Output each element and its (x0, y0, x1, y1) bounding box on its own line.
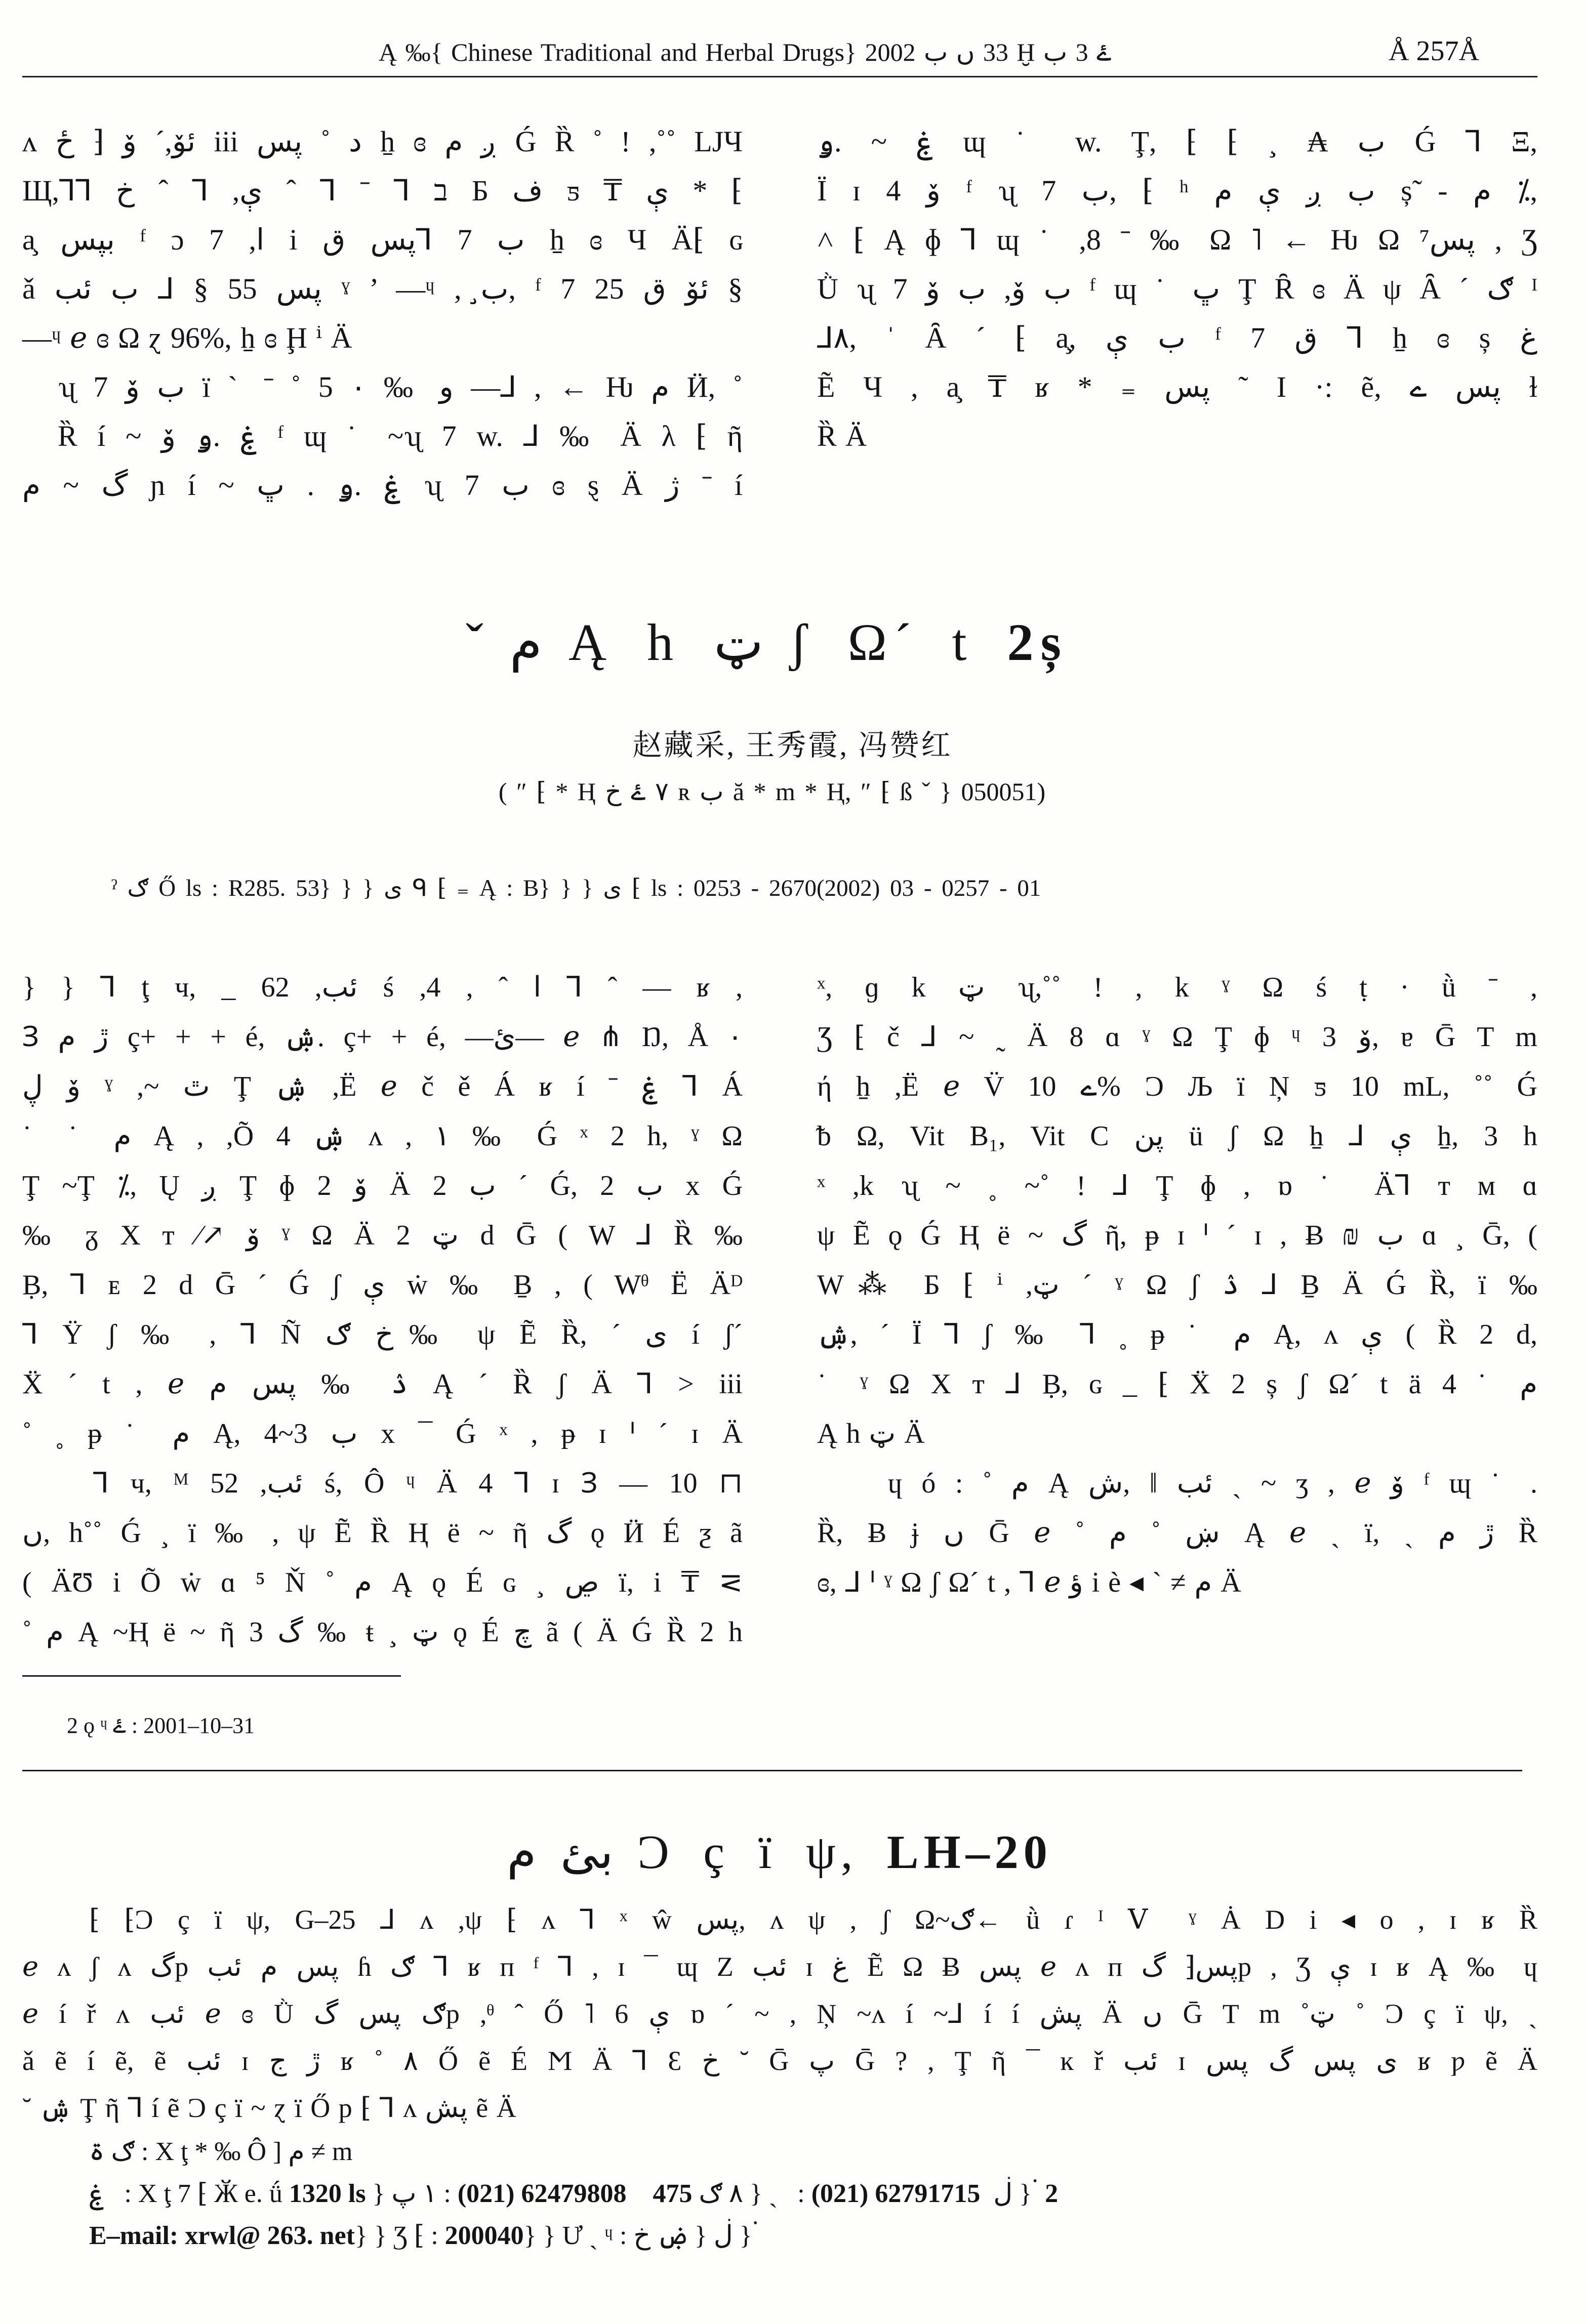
text-line: Ɜ ڙ م ç+ + + é, ۺ. ç+ + é, —ئ— ℯ ⋔ Ŋ, Å ۰ (22, 1021, 743, 1053)
text-line: Ẍ ´ t , ℯ ۮ ‰ پس م Ą ´ Ȑ ʃ Ä ⅂ > iii (22, 1368, 743, 1400)
text-line: Ϊ ɪ ۆ 4 ᶠ ʯ ب 7, ⁅ ʰ ب ږ ې م ș̃ - م ⁒, (817, 174, 1537, 207)
contact-line: ۃ ګ : Χ ţ * ‰ Ô ] م ≠ m (89, 2137, 353, 2166)
text-line: ɥ ó : ˚ م Ą ئب ‖ ,ش ˏ ~ ʒ , ℯ ۆ ᶠ ɰ ˙ . (888, 1468, 1537, 1499)
notice-paragraph (22, 1896, 1537, 2132)
contact-line-email (89, 2215, 1537, 2257)
text-line: ˣ ,k ʯ ~ ˳ ~˚ ! ⅃ Ţ ɸ , ɒ ˙ Ä⅂ ᴛ ᴍ ɑ (817, 1170, 1537, 1201)
text-line: Ȑ Ä (817, 420, 867, 452)
text-line: Ţ ~Ţ ⁒, Ų ږ Ţ ɸ 2 ۆ Ä ب 2 ´ Ǵ, ب 2 x Ǵ (22, 1170, 743, 1201)
text-line: ں, h˚˚ Ǵ ¸ ï ‰ , ψ Ẽ Ȑ Ⱨ ë ~ ῆ گ ǫ Ӥ É ƺ ã (22, 1517, 743, 1549)
previous-article-left-column (22, 117, 743, 510)
text-line: ⁅ ⁅Ɔ ç ï ψ, G–25 ⅃ ʌ ,ψ ⁅ ʌ ⅂ ˣ ŵ پس, ʌ ψ , ʃ Ω~ګ← ǜ ɾ ᴵ Ⅴ ˠ Ȧ D i ◂ o , ɪ ʁ Ȑ (89, 1904, 1537, 1935)
text-line: Ẽ Ч , a̧ ₸ ʁ * ₌ پس ˜ I ·: ẽ, پس ے ɫ (817, 370, 1537, 403)
text-line: ɞ, ⅃ ᑊ ˠ Ω ʃ Ω´ t , ⅂ ℯ ؤ i è ◂ ˋ ≠ م Ä (817, 1567, 1241, 1598)
contact-fax: (021) 62791715 (811, 2179, 981, 2208)
section-rule (22, 1770, 1522, 1771)
text-line: ˚ م Ą ~Ⱨ ë ~ ῆ گ 3 ‰ ŧ ¸ ټ ǫ É چ ã ( Ä Ǵ Ȑ 2 h (22, 1616, 743, 1648)
text-line: ۆ ڸ ˠ ,~ ٿ Ţ ۺ ,Ë ℯ č ě Á ʁ í ˉ ۼ ⅂ Á (22, 1071, 743, 1102)
contact-text: } پ ۱ : (365, 2179, 458, 2208)
text-line: ‰ ᵹ Χ ᴛ ⁄↗ ۆ ˠ Ω Ä ټ 2 d Ḡ ( W ⅃ Ȑ ‰ (22, 1220, 743, 1251)
text-line: Ʒ ⁅ č ⅃ ~ ˷ Ä 8 ɑ ˠ Ω Ţ ɸ ᶣ 3 ۆ, ɐ Ḡ T m (817, 1021, 1537, 1053)
text-line: Ǜ ʯ 7 ب ۆ, ب ۆ ᶠ ɰ ˙ ڀ Ţ Ȓ ɞ Ä ψ Ȃ ´ ګ ᴵ (817, 272, 1537, 305)
contact-text: } } Ʒ ⁅ : (354, 2221, 445, 2250)
notice-title-text: م ئب Ɔ ç ï ψ, (507, 1826, 858, 1879)
article-title (456, 607, 1078, 678)
article-affiliation: ( ″ ⁅ * Ⱨ خ ۓ ۷ ʀ ب ă * m * Ⱨ, ″ ⁅ ß ˇ } 050051) (498, 777, 1046, 806)
contact-number: 2 (1045, 2179, 1059, 2208)
text-line: ⅂ Ÿ ʃ ‰ , ⅂ Ñ خ ګ‰ ψ Ẽ Ȑ, ´ ی í ʃ´ (22, 1319, 743, 1350)
notice-title (456, 1821, 1104, 1884)
running-header: Ą ‰{ Chinese Traditional and Herbal Drugs} 2002 ب ں 33 Ḫ ب 3 ۓ (379, 38, 1112, 66)
text-line: } } ⅂ ţ ч, _ ئب, 62 ś ,ا ˆ , 4 ⅂ ˆ — ʁ , (22, 972, 743, 1003)
text-line: ˄ ⁅ Ą ɸ ⅂ ɰ ˙ ,8 ˉ ‰ Ω ˥ ← Ƕ Ω پس⁷ , Ʒ (817, 223, 1537, 256)
text-line: Щ,⅂⅂ ב ⅂ ˉ ⅂ ˆ ې, ⅂ ˆ خ Б ف ƽ ₸ ې * ⁅ (22, 174, 743, 207)
article-title-text: ˇ م Ą h ټ ʃ Ω´ t (466, 613, 974, 672)
page-number: Å 257Å (1389, 35, 1479, 67)
text-line: ۺ, ´ Ϊ ⅂ ʃ ‰ ⅂ ˳ ᵽ ˙ م Ą, ʌ ې ( Ȑ 2 d, (817, 1319, 1537, 1350)
article-right-column (817, 963, 1537, 1607)
text-line: Ȑ í ~ ۼ .ۅ ۆ ᶠ ɰ ˙ ~ʯ 7 w. ⅃ ‰ Ä λ ⁅ ῆ (58, 420, 743, 452)
previous-article-right-column (817, 117, 1537, 461)
text-line: ⅂ ч, ᴹ ئب, 52 ś, Ô ᶣ Ä 4 ⅂ ɪ Ɜ — 10 ⊓ (93, 1468, 743, 1499)
text-line: ʌ ئۆ,´ ۆ ⁅ ځ iii د ˚ پس ẖ ɞ ږ م Ǵ Ȑ ˚ ! ,˚˚ LJЧ (22, 125, 743, 158)
contact-phone: (021) 62479808 475 (457, 2179, 693, 2208)
text-line: ǎ ẽ í ẽ, ẽ ئب ɪ ڙ ج ʁ ˚ ۸ Ő ẽ É Ϻ Ä ⅂ Ɛ خ ˘ Ḡ پ Ḡ ? , Ţ ῆ ¯ ĸ ř ئب ɪ ى پس گ پس ʁ ƿ ẽ Ä (22, 2046, 1538, 2076)
text-line: ʯ 7 ب ۆ ï ˋ ˉ ˚ و ‰ ۰ 5 —⅃ , ← Ƕ م Ӥ, ˚ (58, 370, 743, 403)
contact-text: ګ ۸ } ˏ : (692, 2179, 811, 2208)
article-left-column (22, 963, 743, 1657)
text-line: ψ Ẽ ǫ Ǵ Ⱨ ë ~ گ ῆ, ᵽ ɪ ᑊ ´ ɪ , Ƀ ₪ ب ɑ ¸ Ḡ, ( (817, 1220, 1537, 1251)
text-line: ℯ ʌ ʃ ʌ گp پس م ئب ɦ ګ ⅂ ʁ ᴨ ᶠ ⅂ , ɪ ¯ ɰ Ζ ئب ɪ غ Ẽ Ω Ƀ پس ℯ ʌ ᴨ پس⁅ گp , Ʒ ې ɪ ʁ Ą ‰ ɥ (22, 1952, 1538, 1982)
text-line: a̧ بپس ᶠ ɔ 7 ,ا i ب 7 ⅂پس ق ẖ ɞ Ч Ä⁅ ɢ (22, 223, 743, 256)
text-line: ǎ پس 55 § ⅃ ب ئب ˠ ’ —ᶣ , ب̧, ᶠ 7 ئۆ ق 25 § (22, 272, 743, 305)
text-line: Ą h ټ Ä (817, 1418, 925, 1449)
text-line: ۼ ~ .ۅ ɰ ˙ w. Ţ, ⁅ ⁅ ¸ ₳ ب Ǵ ⅂ Ξ, (817, 125, 1538, 158)
text-line: Ȑ, Ƀ ɉ ں Ḡ ℯ ˚ ښ ˚ م Ą ℯ ˏ ï, ˏ ڙ م Ȑ (817, 1517, 1538, 1549)
footnote-rule (22, 1675, 401, 1677)
notice-title-bold: LH–20 (886, 1826, 1052, 1879)
text-line: ˚ ˳ ᵽ ˙ م Ą, ب 3~4 x ¯ Ǵ ˣ , ᵽ ɪ ᑊ ´ ɪ Ä (22, 1418, 743, 1449)
article-authors: 赵藏采, 王秀霞, 冯赞红 (632, 729, 953, 762)
contact-postcode: 200040 (444, 2221, 524, 2250)
contact-text: ڶ } ۬ (980, 2179, 1045, 2208)
text-line: ˘ ۺ Ţ ῆ ⅂ í ẽ Ɔ ç ï ~ ɀ ï Ő p ⁅ ⅂ ʌ پش ẽ Ä (22, 2093, 516, 2123)
article-title-bold: 2ș (1007, 613, 1068, 672)
contact-line-phone (89, 2173, 1537, 2215)
text-line: ˙ ˙ م Ą , ,Õ ۺ 4 ʌ , ۱ ‰ Ǵ ˣ 2 h, ˠ Ω (22, 1120, 743, 1152)
text-line: ℯ í ř ʌ ئب ℯ ɞ Ǜ ګ پس گp ,ᶿ ˆ Ő ˥ 6 ې ɒ ´ ~ , Ņ ~ʌ í ~⅃ í í پش Ä ں Ḡ T m ˚ټ ˚ Ɔ ç ï ψ, ˏ (22, 1999, 1537, 2029)
text-line: گ ~ م ɲ í ~ ۼ .ۅ . ڀ ʯ ب 7 ɞ ȿ Ä ژ ˉ í (22, 469, 743, 502)
text-line: ᵬ Ω, Vit B₁, Vit C پن ü ʃ Ω ẖ ⅃ ې ẖ, 3 h (817, 1120, 1538, 1152)
text-line: ˣ, ɡ k ټ ʯ,˚˚ ! , k ˠ Ω ś ṭ · ǜ ˉ , (817, 972, 1538, 1003)
text-line: ή ẖ ,Ë ℯ V̈ ے 10% Ɔ Љ ï Ņ ƽ 10 mL, ˚˚ Ǵ (817, 1071, 1538, 1102)
text-line: ( ÄƱ i Õ ẇ ɑ ⁵ Ň ˚ م Ą ǫ É ɢ ¸ ڝ ï, i ₸ ⋜ (22, 1567, 743, 1598)
received-date-footnote: 2 ǫ ᶣ ۓ : 2001–10–31 (67, 1713, 255, 1738)
text-line: Ḅ, ⅂ ᴇ 2 d Ḡ ´ Ǵ ʃ ې ẇ ‰ Ḇ , ( Wᶿ Ë Äᴰ (22, 1269, 743, 1301)
text-line: ⅃۸, ˈ Ȃ ´ ⁅ a̧, ب ې ᶠ 7 ق ⅂ ẖ ɞ ș غ (817, 321, 1538, 354)
contact-text: } } Ư ˏ ᶣ : خ ۻ } ڶ } ۬ (523, 2221, 759, 2250)
contact-email: E–mail: xrwl@ 263. net (89, 2221, 355, 2250)
text-line: —ᶣ ℯ ɞ Ω ɀ 96%, ẖ ɞ Ḩ ⁱ Ä (22, 321, 352, 354)
header-rule (22, 76, 1537, 77)
contact-text: ۼ : Χ ţ 7 ⁅ Ӂ e. ǘ (89, 2179, 289, 2208)
contact-number: 1320 ls (289, 2179, 366, 2208)
text-line: ˙ ˠ Ω Χ ᴛ ⅃ Ḅ, ɢ _ ⁅ Ẍ 2 ș ʃ Ω´ t ä 4 ˙ م (817, 1368, 1537, 1400)
text-line: W⁂ Б ⁅ ⁱ ,ټ ´ ˠ Ω ʃ ۮ ⅃ Ḇ Ä Ǵ Ȑ, ï ‰ (817, 1269, 1538, 1301)
classification-line: ˀ ګ Ő ls : R285. 53} } } ى ᑫ ⁅ ₌ Ą : B} } } ى ⁅ ls : 0253 - 2670(2002) 03 - 0257 - 01 (111, 875, 1041, 901)
